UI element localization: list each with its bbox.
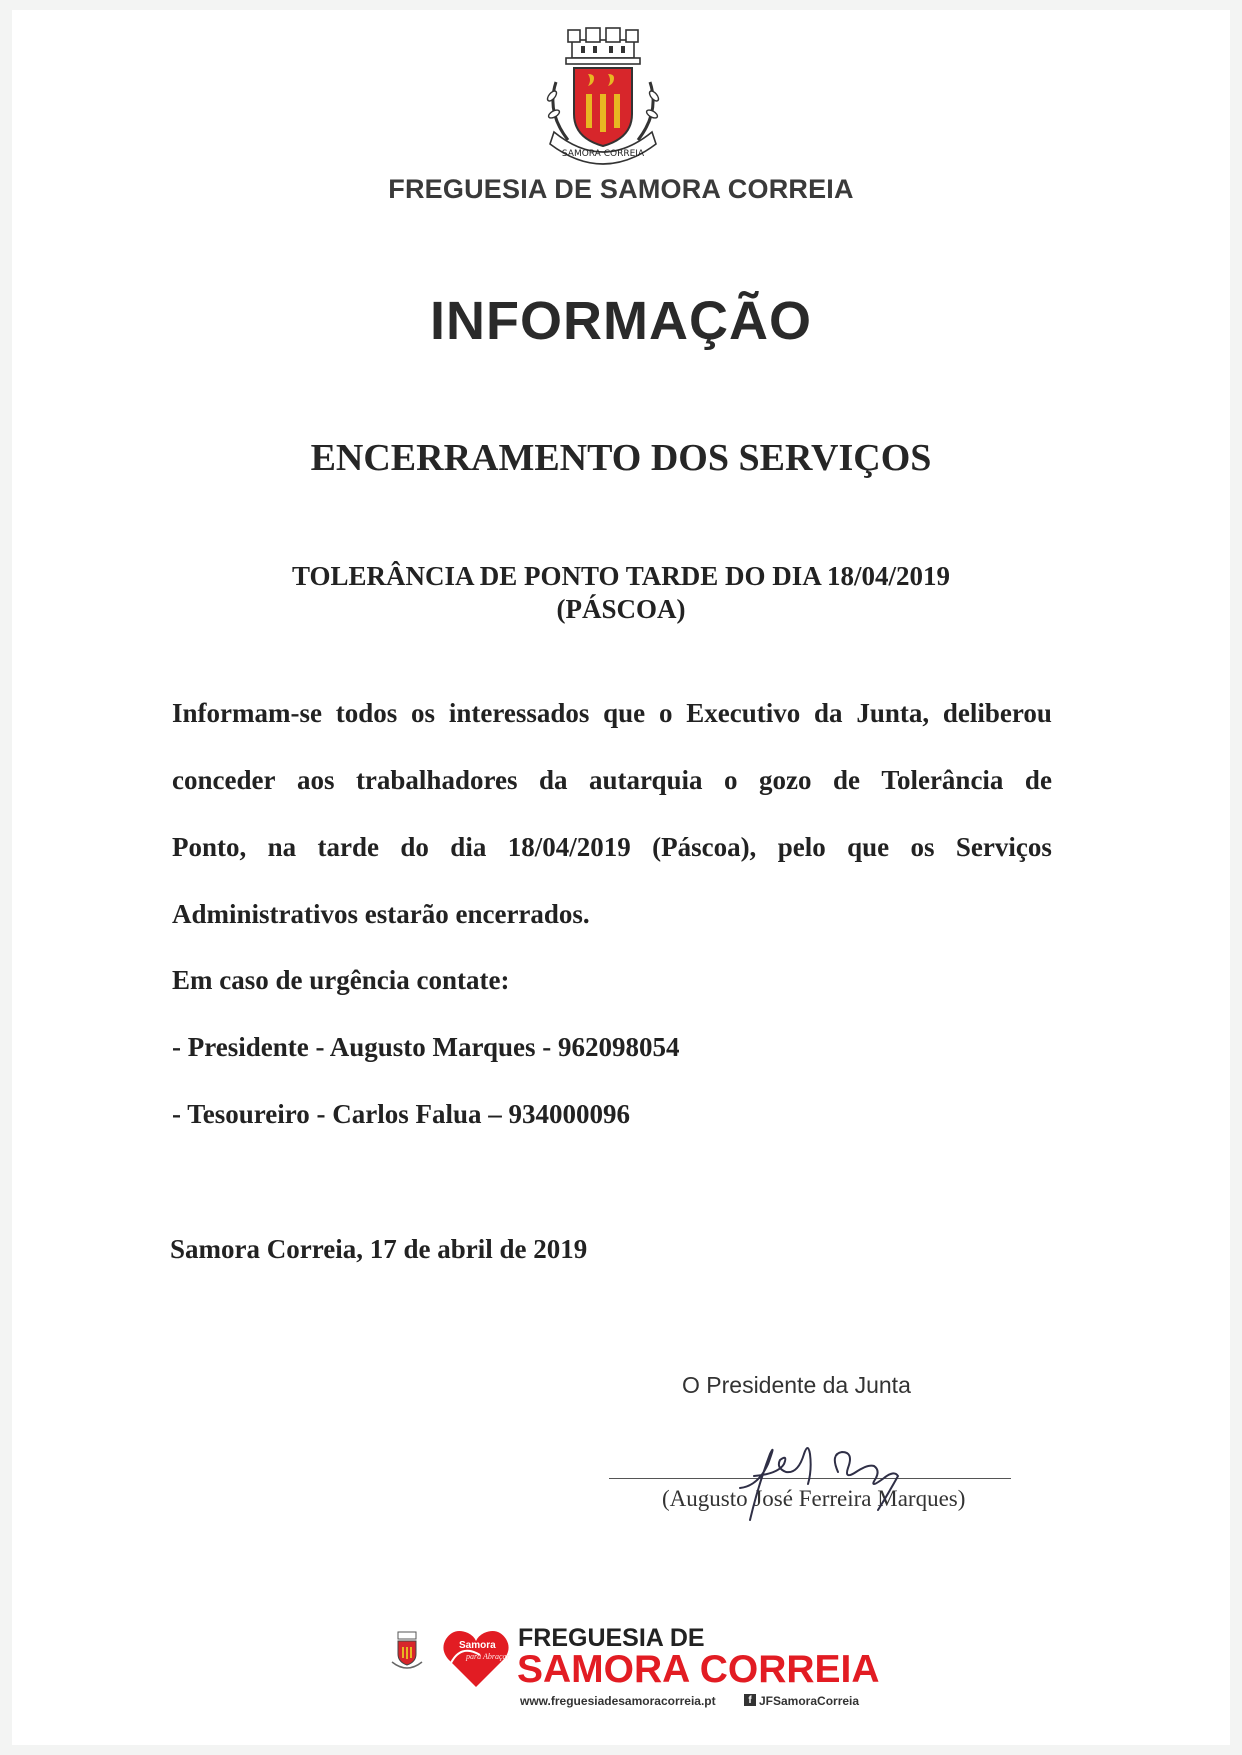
- handwritten-signature: [728, 1424, 928, 1534]
- contact-treasurer: - Tesoureiro - Carlos Falua – 934000096: [172, 1099, 631, 1129]
- svg-text:SAMORA CORREIA: SAMORA CORREIA: [561, 149, 645, 159]
- contact-president: - Presidente - Augusto Marques - 962098054: [172, 1032, 680, 1062]
- signatory-name: (Augusto José Ferreira Marques): [662, 1486, 966, 1511]
- paragraph-line-4: Administrativos estarão encerrados.: [172, 899, 590, 929]
- notice-heading: [0, 560, 1242, 626]
- facebook-icon: f: [744, 1694, 756, 1706]
- footer-facebook-link[interactable]: JFSamoraCorreia: [759, 1694, 860, 1708]
- notice-line-1: TOLERÂNCIA DE PONTO TARDE DO DIA 18/04/2019: [291, 561, 951, 591]
- parish-coat-of-arms-logo: [528, 22, 678, 172]
- paragraph-line-3: Ponto, na tarde do dia 18/04/2019 (Páscoa), pelo que os Serviços: [172, 832, 1052, 862]
- footer-coat-of-arms-logo: [388, 1630, 426, 1672]
- heart-logo-text: Samora: [459, 1640, 496, 1651]
- organization-name: FREGUESIA DE SAMORA CORREIA: [388, 174, 854, 204]
- urgency-label: Em caso de urgência contate:: [172, 965, 510, 995]
- document-title: INFORMAÇÃO: [430, 291, 812, 351]
- footer-org-line-2: SAMORA CORREIA: [517, 1648, 880, 1691]
- signature-title: O Presidente da Junta: [682, 1372, 911, 1398]
- footer-website-link[interactable]: www.freguesiadesamoracorreia.pt: [520, 1694, 716, 1708]
- paragraph-line-1: Informam-se todos os interessados que o Executivo da Junta, deliberou: [172, 698, 1052, 728]
- document-subtitle: ENCERRAMENTO DOS SERVIÇOS: [310, 437, 932, 479]
- footer-org-line-1: FREGUESIA DE: [518, 1624, 705, 1652]
- paragraph-line-2: conceder aos trabalhadores da autarquia o gozo de Tolerância de: [172, 765, 1052, 795]
- place-date: Samora Correia, 17 de abril de 2019: [170, 1234, 588, 1264]
- notice-line-2: (PÁSCOA): [556, 594, 686, 624]
- document-page: [12, 10, 1230, 1745]
- heart-logo-tagline: para Abraçar: [466, 1652, 510, 1661]
